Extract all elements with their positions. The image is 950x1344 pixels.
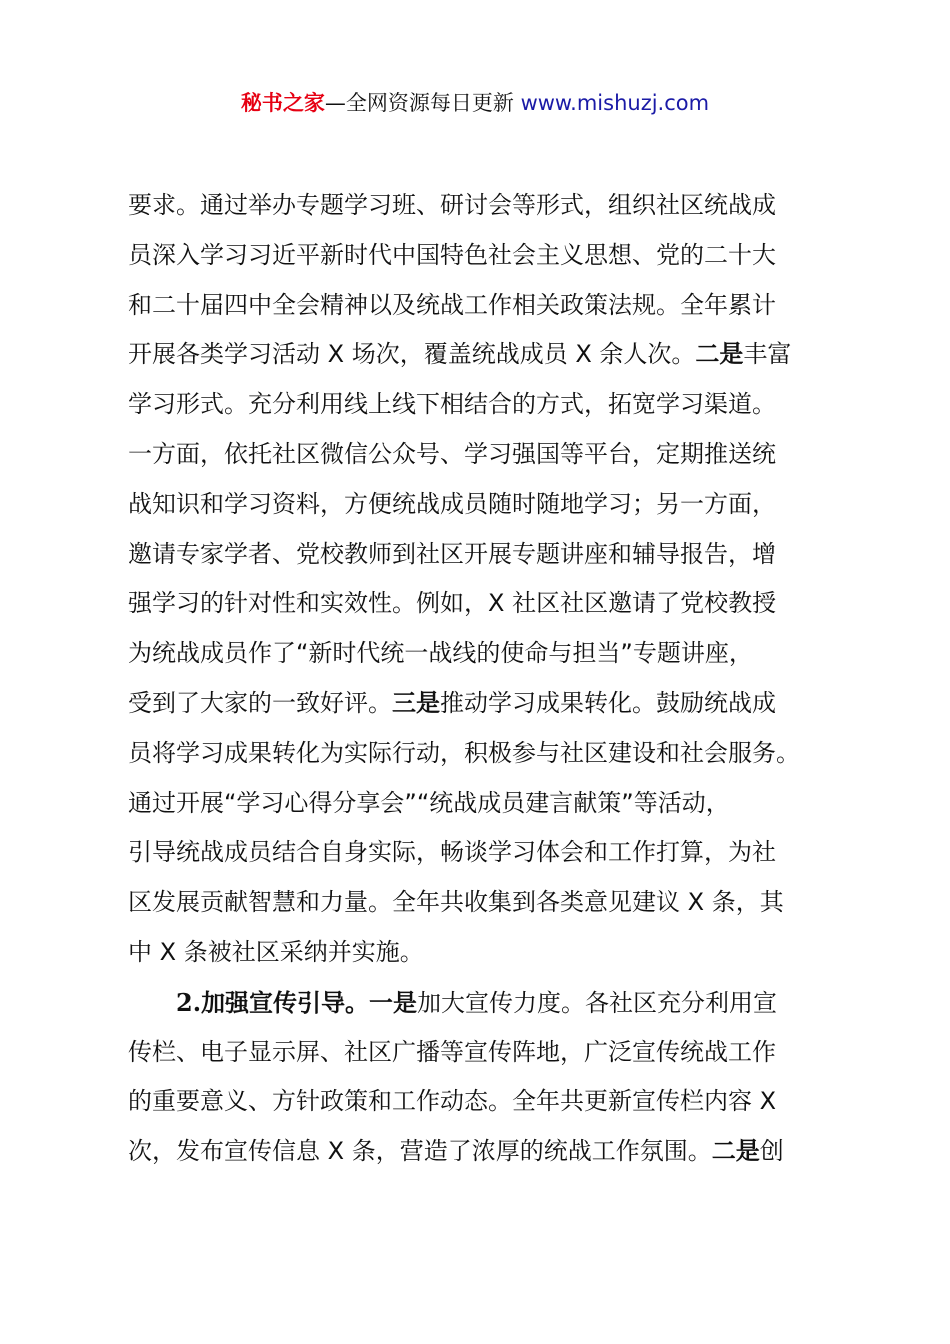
text-segment: 丰富 xyxy=(743,340,792,369)
text-line: 要求。通过举办专题学习班、研讨会等形式，组织社区统战成 xyxy=(128,191,776,219)
text-line: 中 X 条被社区采纳并实施。 xyxy=(128,937,424,966)
text-segment: 创 xyxy=(759,1137,784,1166)
text-segment: 加大宣传力度。各社区充分利用宣 xyxy=(417,988,778,1017)
site-url-link[interactable]: www.mishuzj.com xyxy=(520,91,710,115)
section-heading: 加强宣传引导。一是 xyxy=(201,988,418,1017)
text-line: 传栏、电子显示屏、社区广播等宣传阵地，广泛宣传统战工作 xyxy=(128,1037,776,1066)
site-brand: 秘书之家 xyxy=(240,91,325,115)
text-line: 邀请专家学者、党校教师到社区开展专题讲座和辅导报告，增 xyxy=(128,539,776,568)
text-segment: 受到了大家的一致好评。 xyxy=(128,688,392,717)
text-segment: 次，发布宣传信息 X 条，营造了浓厚的统战工作氛围。 xyxy=(128,1137,712,1166)
text-line: 和二十届四中全会精神以及统战工作相关政策法规。全年累计 xyxy=(128,290,776,319)
document-body xyxy=(128,181,848,1177)
text-line: 员深入学习习近平新时代中国特色社会主义思想、党的二十大 xyxy=(128,240,776,269)
text-line xyxy=(128,1127,848,1177)
text-line: 一方面，依托社区微信公众号、学习强国等平台，定期推送统 xyxy=(128,439,776,468)
text-line: 区发展贡献智慧和力量。全年共收集到各类意见建议 X 条，其 xyxy=(128,888,784,917)
section-number: 2. xyxy=(176,987,202,1017)
text-line: 战知识和学习资料，方便统战成员随时随地学习；另一方面， xyxy=(128,489,776,518)
text-line: 员将学习成果转化为实际行动，积极参与社区建设和社会服务。 xyxy=(128,738,800,767)
emphasis-marker: 二是 xyxy=(711,1137,760,1166)
site-header xyxy=(0,88,950,118)
text-line: 学习形式。充分利用线上线下相结合的方式，拓宽学习渠道。 xyxy=(128,390,776,419)
text-line xyxy=(128,679,848,729)
text-segment: 开展各类学习活动 X 场次，覆盖统战成员 X 余人次。 xyxy=(128,340,696,369)
text-segment: 推动学习成果转化。鼓励统战成 xyxy=(440,688,776,717)
site-tagline: —全网资源每日更新 xyxy=(324,91,521,115)
emphasis-marker: 二是 xyxy=(695,340,744,369)
emphasis-marker: 三是 xyxy=(392,688,440,717)
text-line: 引导统战成员结合自身实际，畅谈学习体会和工作打算，为社 xyxy=(128,838,776,867)
text-line xyxy=(128,330,848,380)
section-heading-line xyxy=(128,978,848,1028)
text-line: 为统战成员作了“新时代统一战线的使命与担当”专题讲座， xyxy=(128,639,753,668)
text-line: 的重要意义、方针政策和工作动态。全年共更新宣传栏内容 X xyxy=(128,1087,777,1116)
text-line: 强学习的针对性和实效性。例如，X 社区社区邀请了党校教授 xyxy=(128,589,777,618)
text-line: 通过开展“学习心得分享会”“统战成员建言献策”等活动， xyxy=(128,788,730,817)
